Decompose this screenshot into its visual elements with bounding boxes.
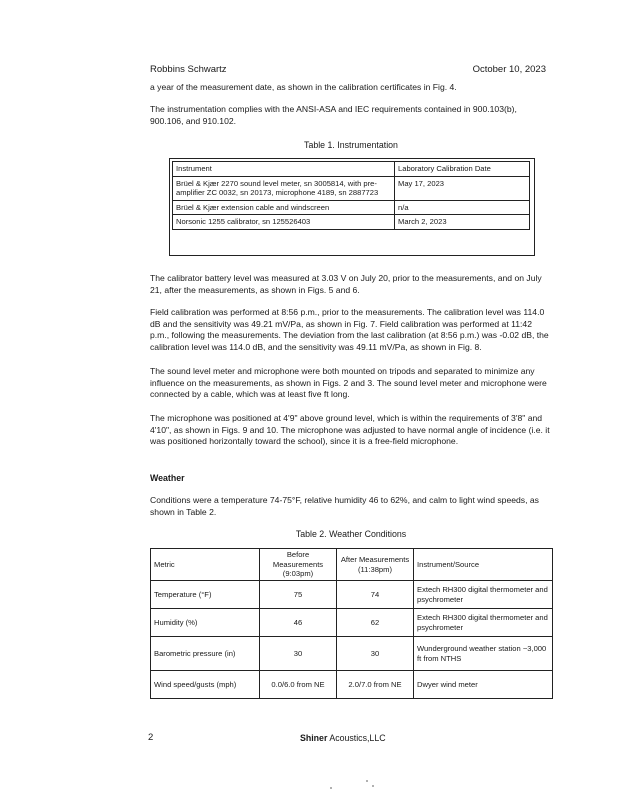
header-date: October 10, 2023 [472,64,546,75]
table-row [173,176,530,200]
table-header-row [151,549,553,581]
footer-company-rest: Acoustics,LLC [327,733,386,743]
page-number: 2 [148,732,154,743]
table-cell: 46 [260,609,337,637]
table-cell: May 17, 2023 [395,176,530,200]
footer-company-bold: Shiner [300,733,328,743]
table-cell: Temperature (°F) [151,581,260,609]
table-row [173,215,530,230]
table-cell: 74 [337,581,414,609]
scan-speck [366,780,368,782]
table-header-cell: Instrument/Source [414,549,553,581]
table-row [151,581,553,609]
table-cell: 75 [260,581,337,609]
table-header-cell: Before Measurements (9:03pm) [260,549,337,581]
table-header-row [173,162,530,177]
table1-caption: Table 1. Instrumentation [304,140,398,150]
table-cell: 30 [337,637,414,671]
footer-company [300,733,386,743]
table-cell: 62 [337,609,414,637]
table-cell: 30 [260,637,337,671]
table-row [151,671,553,699]
paragraph-compliance: The instrumentation complies with the ANSI-ASA and IEC requirements contained in 900.103(b), 900.106, and 910.102. [150,104,517,126]
table-cell: Extech RH300 digital thermometer and psychrometer [414,609,553,637]
table-cell: n/a [395,200,530,215]
table-cell: Extech RH300 digital thermometer and psychrometer [414,581,553,609]
paragraph-battery-level: The calibrator battery level was measured at 3.03 V on July 20, prior to the measurements, and on July 21, after the measurements, as shown in Figs. 5 and 6. [150,273,542,295]
paragraph-calibration-certificates: a year of the measurement date, as shown in the calibration certificates in Fig. 4. [150,82,457,92]
table-header-cell: Metric [151,549,260,581]
table-row [151,609,553,637]
paragraph-microphone-position: The microphone was positioned at 4'9" above ground level, which is within the requirements of 3'8" and 4'10", as shown in Figs. 9 and 10. The microphone was adjusted to have normal angle of incidence (i.e. it was positioned horizontally toward the school), since it is a free-field microphone. [150,413,550,447]
header-author: Robbins Schwartz [150,64,227,75]
weather-heading: Weather [150,473,185,483]
table-header-cell: After Measurements (11:38pm) [337,549,414,581]
table-cell: Barometric pressure (in) [151,637,260,671]
table-header-cell: Laboratory Calibration Date [395,162,530,177]
table-cell: Norsonic 1255 calibrator, sn 125526403 [173,215,395,230]
scan-speck [330,787,332,789]
table-cell: March 2, 2023 [395,215,530,230]
scan-speck [372,785,374,787]
table-header-cell: Instrument [173,162,395,177]
table-row [151,637,553,671]
table-row [173,200,530,215]
paragraph-weather-conditions: Conditions were a temperature 74-75°F, relative humidity 46 to 62%, and calm to light wind speeds, as shown in Table 2. [150,495,539,517]
table-cell: 0.0/6.0 from NE [260,671,337,699]
table-cell: Wind speed/gusts (mph) [151,671,260,699]
table-cell: 2.0/7.0 from NE [337,671,414,699]
table2-caption: Table 2. Weather Conditions [295,529,407,539]
paragraph-tripods: The sound level meter and microphone were both mounted on tripods and separated to minimize any influence on the measurements, as shown in Figs. 2 and 3. The sound level meter and microphone were connected by a cable, which was at least five ft long. [150,366,547,400]
table-cell: Dwyer wind meter [414,671,553,699]
table-cell: Humidity (%) [151,609,260,637]
instrumentation-table [172,161,530,230]
paragraph-field-calibration: Field calibration was performed at 8:56 p.m., prior to the measurements. The calibration level was 114.0 dB and the sensitivity was 49.21 mV/Pa, as shown in Fig. 7. Field calibration was performed at 11:42 p.m., following the measurements. The deviation from the last calibration (at 8:56 p.m.) was -0.02 dB, the calibration level was 114.0 dB, and the sensitivity was 49.11 mV/Pa, as shown in Fig. 8. [150,307,549,352]
table-cell: Brüel & Kjær extension cable and windscreen [173,200,395,215]
table-cell: Wunderground weather station ~3,000 ft from NTHS [414,637,553,671]
weather-table [150,548,553,699]
table-cell: Brüel & Kjær 2270 sound level meter, sn 3005814, with pre-amplifier ZC 0032, sn 20173, microphone 4189, sn 2887723 [173,176,395,200]
